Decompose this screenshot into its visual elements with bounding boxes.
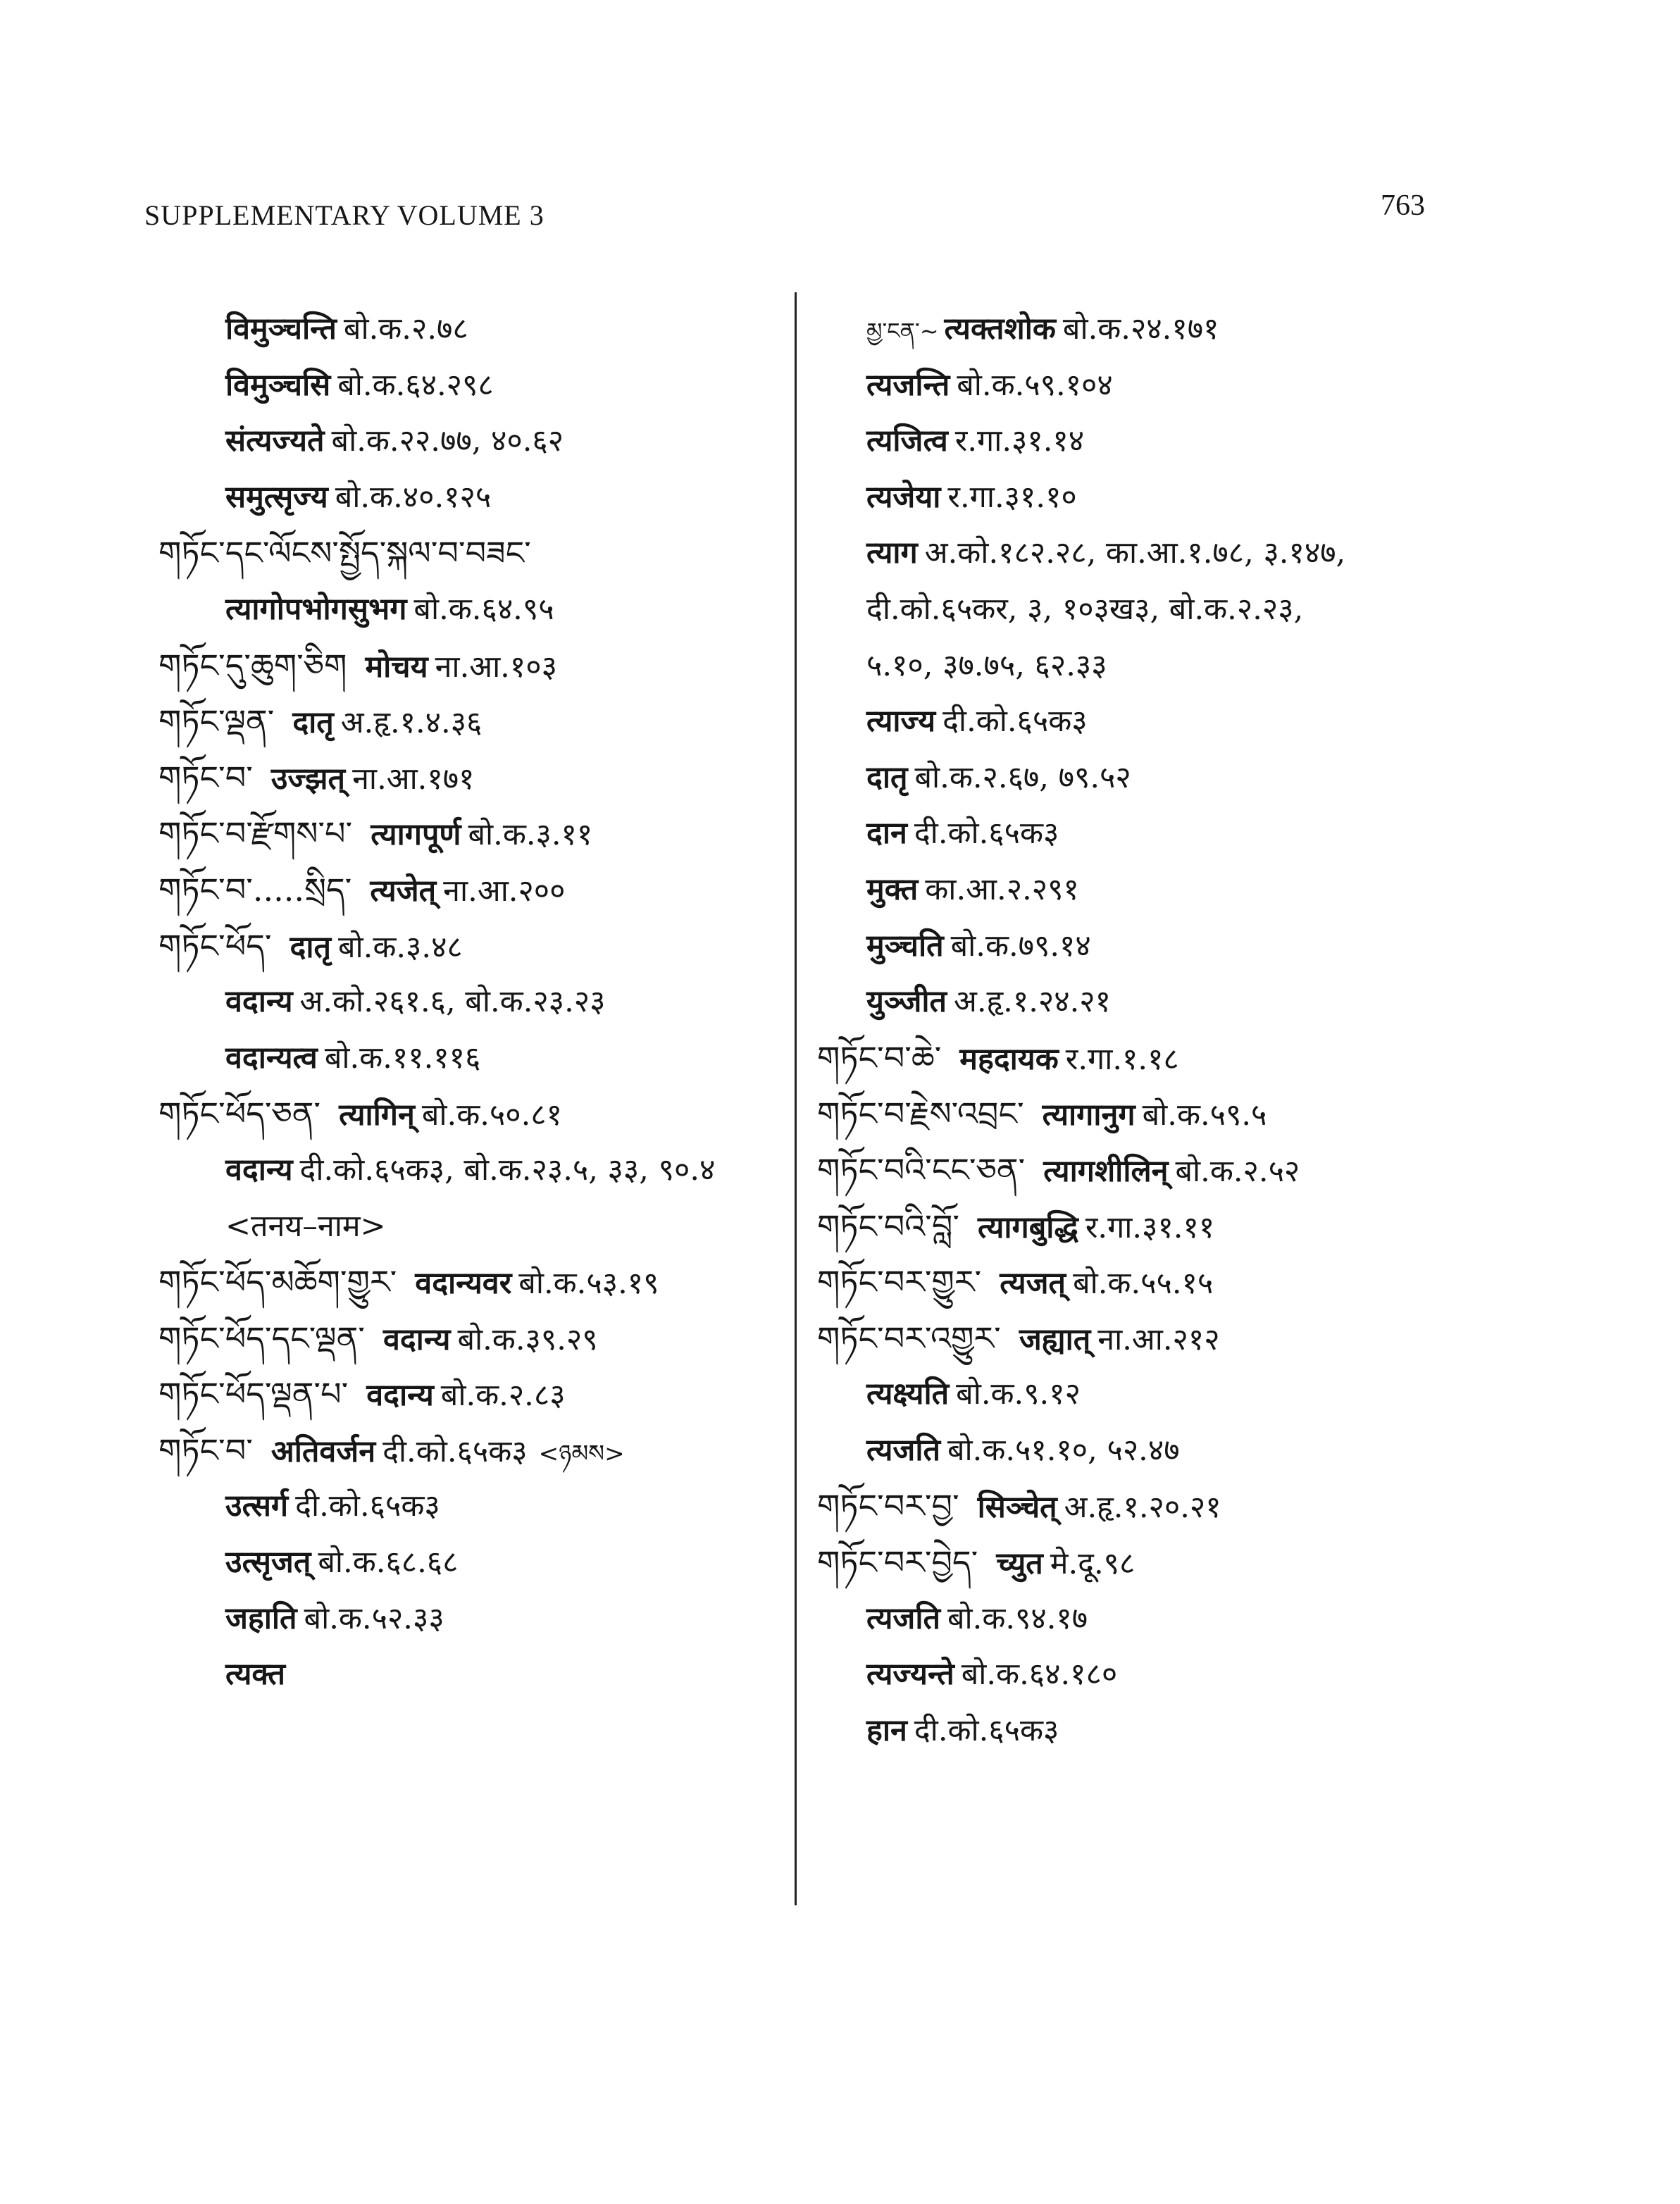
reference: र.गा.३१.१० [947, 479, 1077, 515]
entry-line [817, 470, 1536, 526]
entry-line [144, 413, 863, 470]
reference: बो.क.५९.१०४ [957, 367, 1113, 403]
headword-line [144, 638, 863, 695]
tibetan-headword: གཏོང་བ་རྫོགས་པ་ [158, 814, 353, 853]
sanskrit-term: दातृ [866, 759, 908, 795]
sanskrit-term: त्यज्यन्ते [866, 1657, 954, 1693]
reference: अ.को.२६१.६, बो.क.२३.२३ [299, 984, 606, 1020]
headword-line [817, 1311, 1536, 1367]
tibetan-headword: གཏོང་བར་གྱུར་ [817, 1263, 982, 1302]
headword-line [144, 694, 863, 750]
entry-line [817, 694, 1536, 750]
reference: बो.क.११.११६ [324, 1040, 481, 1076]
sanskrit-term: त्यागशीलिन् [1043, 1153, 1169, 1189]
headword-line [817, 1478, 1536, 1535]
entry-line [817, 358, 1536, 414]
tibetan-headword: གཏོང་ལྡན་ [158, 702, 275, 741]
headword-line [144, 750, 863, 807]
tibetan-headword: གཏོང་ཕོད་ལྡན་པ་ [158, 1375, 349, 1414]
reference: बो.क.३.११ [468, 817, 593, 853]
entry-line [144, 1199, 863, 1255]
reference: बो.क.५३.१९ [518, 1266, 659, 1302]
headword-line [817, 1031, 1536, 1087]
headword-line [817, 1143, 1536, 1199]
headword-line [817, 1535, 1536, 1591]
entry-line [817, 525, 1536, 582]
reference: अ.को.१८२.२८, का.आ.१.७८, ३.१४७, [924, 535, 1346, 571]
sanskrit-term: उज्झत् [270, 761, 346, 797]
category-note: <तनय–नाम> [225, 1208, 386, 1244]
right-column [817, 301, 1536, 1759]
sanskrit-term: त्यजेया [866, 479, 941, 515]
sanskrit-term: च्युत [996, 1546, 1043, 1582]
sanskrit-term: वदान्य [366, 1378, 434, 1414]
reference: दी.को.६५कर, ३, १०३ख३, बो.क.२.२३, [866, 591, 1304, 627]
sanskrit-term: वदान्यवर [415, 1266, 512, 1302]
entry-line [144, 582, 863, 638]
sanskrit-term: मुञ्चति [866, 928, 944, 964]
sanskrit-term: त्यागबुद्धि [978, 1209, 1078, 1245]
reference: बो.क.५१.१०, ५२.४७ [947, 1432, 1180, 1468]
sanskrit-term: जह्यात् [1019, 1321, 1091, 1357]
tibetan-headword: གཏོང་བ་.....སྲིད་ [158, 870, 352, 909]
entry-line [144, 1478, 863, 1535]
tibetan-headword: གཏོང་དང་ལོངས་སྤྱོད་སྐལ་བ་བཟང་ [158, 534, 531, 573]
reference: बो.क.२४.१७१ [1062, 311, 1219, 347]
entry-line [144, 358, 863, 414]
sanskrit-term: समुत्सृज्य [225, 479, 328, 515]
reference: दी.को.६५क३ [942, 704, 1088, 740]
reference: दी.को.६५क३, बो.क.२३.५, ३३, ९०.४ [299, 1152, 716, 1188]
reference: बो.क.२.७८ [343, 311, 468, 347]
running-header: SUPPLEMENTARY VOLUME 3 [144, 199, 545, 231]
sanskrit-term: उत्सर्ग [225, 1488, 289, 1524]
entry-line [817, 1366, 1536, 1423]
reference: बो.क.३९.२९ [457, 1321, 598, 1357]
reference: ना.आ.१७१ [352, 761, 475, 797]
sanskrit-term: त्यक्त [225, 1657, 285, 1693]
reference: बो.क.९४.१७ [947, 1600, 1088, 1636]
sanskrit-term: महदायक [959, 1041, 1059, 1077]
reference: बो.क.२.६७, ७९.५२ [914, 759, 1131, 795]
headword-line [144, 1254, 863, 1311]
entry-line [817, 1423, 1536, 1479]
entry-line [817, 1647, 1536, 1703]
entry-line [144, 1143, 863, 1199]
sanskrit-term: विमुञ्चन्ति [225, 311, 337, 347]
entry-line [817, 1591, 1536, 1648]
reference: र.गा.१.१८ [1065, 1041, 1179, 1077]
sanskrit-term: त्यजत् [1000, 1266, 1066, 1302]
reference: र.गा.३१.१४ [954, 423, 1085, 459]
tibetan-headword: གཏོང་བར་འགྱུར་ [817, 1319, 1001, 1357]
tibetan-prefix: མྱ་ངན་~ [866, 318, 939, 344]
sanskrit-term: त्यजति [866, 1600, 940, 1636]
reference: ना.आ.१०३ [435, 649, 557, 685]
sanskrit-term: त्यक्ष्यति [866, 1376, 950, 1412]
tibetan-headword: གཏོང་བ་ [158, 758, 253, 797]
left-column [144, 301, 863, 1703]
tibetan-headword: གཏོང་བ་ [158, 1431, 253, 1469]
sanskrit-term: जहाति [225, 1600, 297, 1636]
headword-line [144, 862, 863, 919]
entry-line [817, 582, 1536, 638]
reference: बो.क.६८.६८ [318, 1545, 459, 1581]
reference: बो.क.५०.८१ [421, 1097, 563, 1133]
headword-line [144, 919, 863, 975]
sanskrit-term: वदान्यत्व [225, 1040, 318, 1076]
entry-line [144, 1535, 863, 1591]
sanskrit-term: संत्यज्यते [225, 423, 325, 459]
sanskrit-term: मोचय [365, 649, 428, 685]
sanskrit-term: वदान्य [225, 1152, 293, 1188]
headword-line [144, 1311, 863, 1367]
tibetan-headword: གཏོང་བ་ཆེ་ [817, 1038, 942, 1077]
headword-line [144, 1423, 863, 1479]
sanskrit-term: मुक्त [866, 871, 919, 907]
sanskrit-term: त्याग [866, 535, 918, 571]
page-number: 763 [1381, 189, 1425, 222]
reference: बो.क.६४.९५ [413, 591, 554, 627]
sanskrit-term: युञ्जीत [866, 984, 947, 1020]
sanskrit-term: त्यागानुग [1042, 1097, 1135, 1133]
sanskrit-term: दातृ [290, 929, 331, 965]
tibetan-note: <ཉམས> [538, 1439, 625, 1468]
entry-line [144, 301, 863, 358]
reference: का.आ.२.२९१ [925, 871, 1079, 907]
sanskrit-term: दान [866, 816, 907, 852]
tibetan-headword: གཏོང་ཕོད་དང་ལྡན་ [158, 1319, 365, 1357]
headword-line [817, 1086, 1536, 1143]
reference: बो.क.५२.३३ [304, 1600, 444, 1636]
headword-line [144, 1366, 863, 1423]
tibetan-headword: གཏོང་བའི་བློ་ [817, 1207, 959, 1245]
reference: अ.हृ.१.२०.२१ [1064, 1490, 1221, 1526]
tibetan-headword: གཏོང་བའི་ངང་ཅན་ [817, 1150, 1026, 1189]
reference: ना.आ.२१२ [1097, 1321, 1220, 1357]
sanskrit-term: सिञ्चेत् [977, 1490, 1057, 1526]
sanskrit-term: त्यक्तशोक [944, 311, 1056, 347]
reference: बो.क.५५.१५ [1073, 1266, 1214, 1302]
entry-line [144, 470, 863, 526]
sanskrit-term: वदान्य [225, 984, 293, 1020]
reference: र.गा.३१.११ [1085, 1209, 1215, 1245]
headword-line [144, 1086, 863, 1143]
entry-line [144, 1647, 863, 1703]
sanskrit-term: दातृ [292, 705, 334, 741]
sanskrit-term: हान [866, 1712, 907, 1748]
entry-line [817, 974, 1536, 1031]
sanskrit-term: त्यागोपभोगसुभग [225, 591, 407, 627]
tibetan-headword: གཏོང་བར་བྱ་ [817, 1487, 959, 1526]
sanskrit-term: अतिवर्जन [270, 1433, 376, 1469]
sanskrit-term: त्यागिन् [339, 1097, 415, 1133]
entry-line [817, 806, 1536, 862]
reference: बो.क.२२.७७, ४०.६२ [331, 423, 564, 459]
entry-line [817, 750, 1536, 807]
sanskrit-term: त्याज्य [866, 704, 936, 740]
reference: अ.हृ.१.२४.२१ [954, 984, 1111, 1020]
reference: दी.को.६५क३ [914, 816, 1059, 852]
sanskrit-term: त्यागपूर्ण [371, 817, 461, 853]
sanskrit-term: त्यजति [866, 1432, 940, 1468]
reference: बो.क.५९.५ [1142, 1097, 1267, 1133]
headword-line [817, 1199, 1536, 1255]
headword-line [817, 1254, 1536, 1311]
reference: अ.हृ.१.४.३६ [340, 705, 483, 741]
sanskrit-term: त्यजेत् [370, 873, 437, 909]
tibetan-headword: གཏོང་ཕོད་ [158, 926, 272, 965]
entry-line [144, 974, 863, 1031]
reference: ५.१०, ३७.७५, ६२.३३ [866, 647, 1107, 683]
entry-line [817, 301, 1536, 358]
entry-line [817, 1703, 1536, 1760]
sanskrit-term: विमुञ्चसि [225, 367, 331, 403]
sanskrit-term: वदान्य [382, 1321, 451, 1357]
tibetan-headword: གཏོང་བ་རྗེས་འབྲང་ [817, 1095, 1024, 1133]
entry-line [817, 919, 1536, 975]
headword-line [144, 525, 863, 582]
reference: बो.क.६४.२९८ [337, 367, 494, 403]
reference: ना.आ.२०० [443, 873, 566, 909]
reference: बो.क.२.८३ [440, 1378, 566, 1414]
reference: बो.क.९.१२ [956, 1376, 1081, 1412]
entry-line [817, 413, 1536, 470]
sanskrit-term: त्यजन्ति [866, 367, 950, 403]
reference: दी.को.६५क३ [295, 1488, 440, 1524]
entry-line [144, 1031, 863, 1087]
entry-line [144, 1591, 863, 1648]
tibetan-headword: གཏོང་ཕོད་མཆོག་གྱུར་ [158, 1263, 397, 1302]
entry-line [817, 638, 1536, 695]
reference: बो.क.२.५२ [1175, 1153, 1300, 1189]
reference: बो.क.७९.१४ [950, 928, 1091, 964]
sanskrit-term: उत्सृजत् [225, 1545, 311, 1581]
reference: बो.क.३.४८ [337, 929, 463, 965]
reference: दी.को.६५क३ [914, 1712, 1059, 1748]
tibetan-headword: གཏོང་བར་བྱེད་ [817, 1543, 978, 1582]
reference: बो.क.६४.१८० [961, 1657, 1118, 1693]
headword-line [144, 806, 863, 862]
reference: बो.क.४०.१२५ [335, 479, 492, 515]
reference: मे.दू.९८ [1050, 1546, 1135, 1582]
tibetan-headword: གཏོང་དུ་ཆུག་ཅིག [158, 646, 347, 685]
reference: दी.को.६५क३ [382, 1433, 528, 1469]
sanskrit-term: त्यजित्व [866, 423, 948, 459]
entry-line [817, 862, 1536, 919]
tibetan-headword: གཏོང་ཕོད་ཅན་ [158, 1095, 321, 1133]
